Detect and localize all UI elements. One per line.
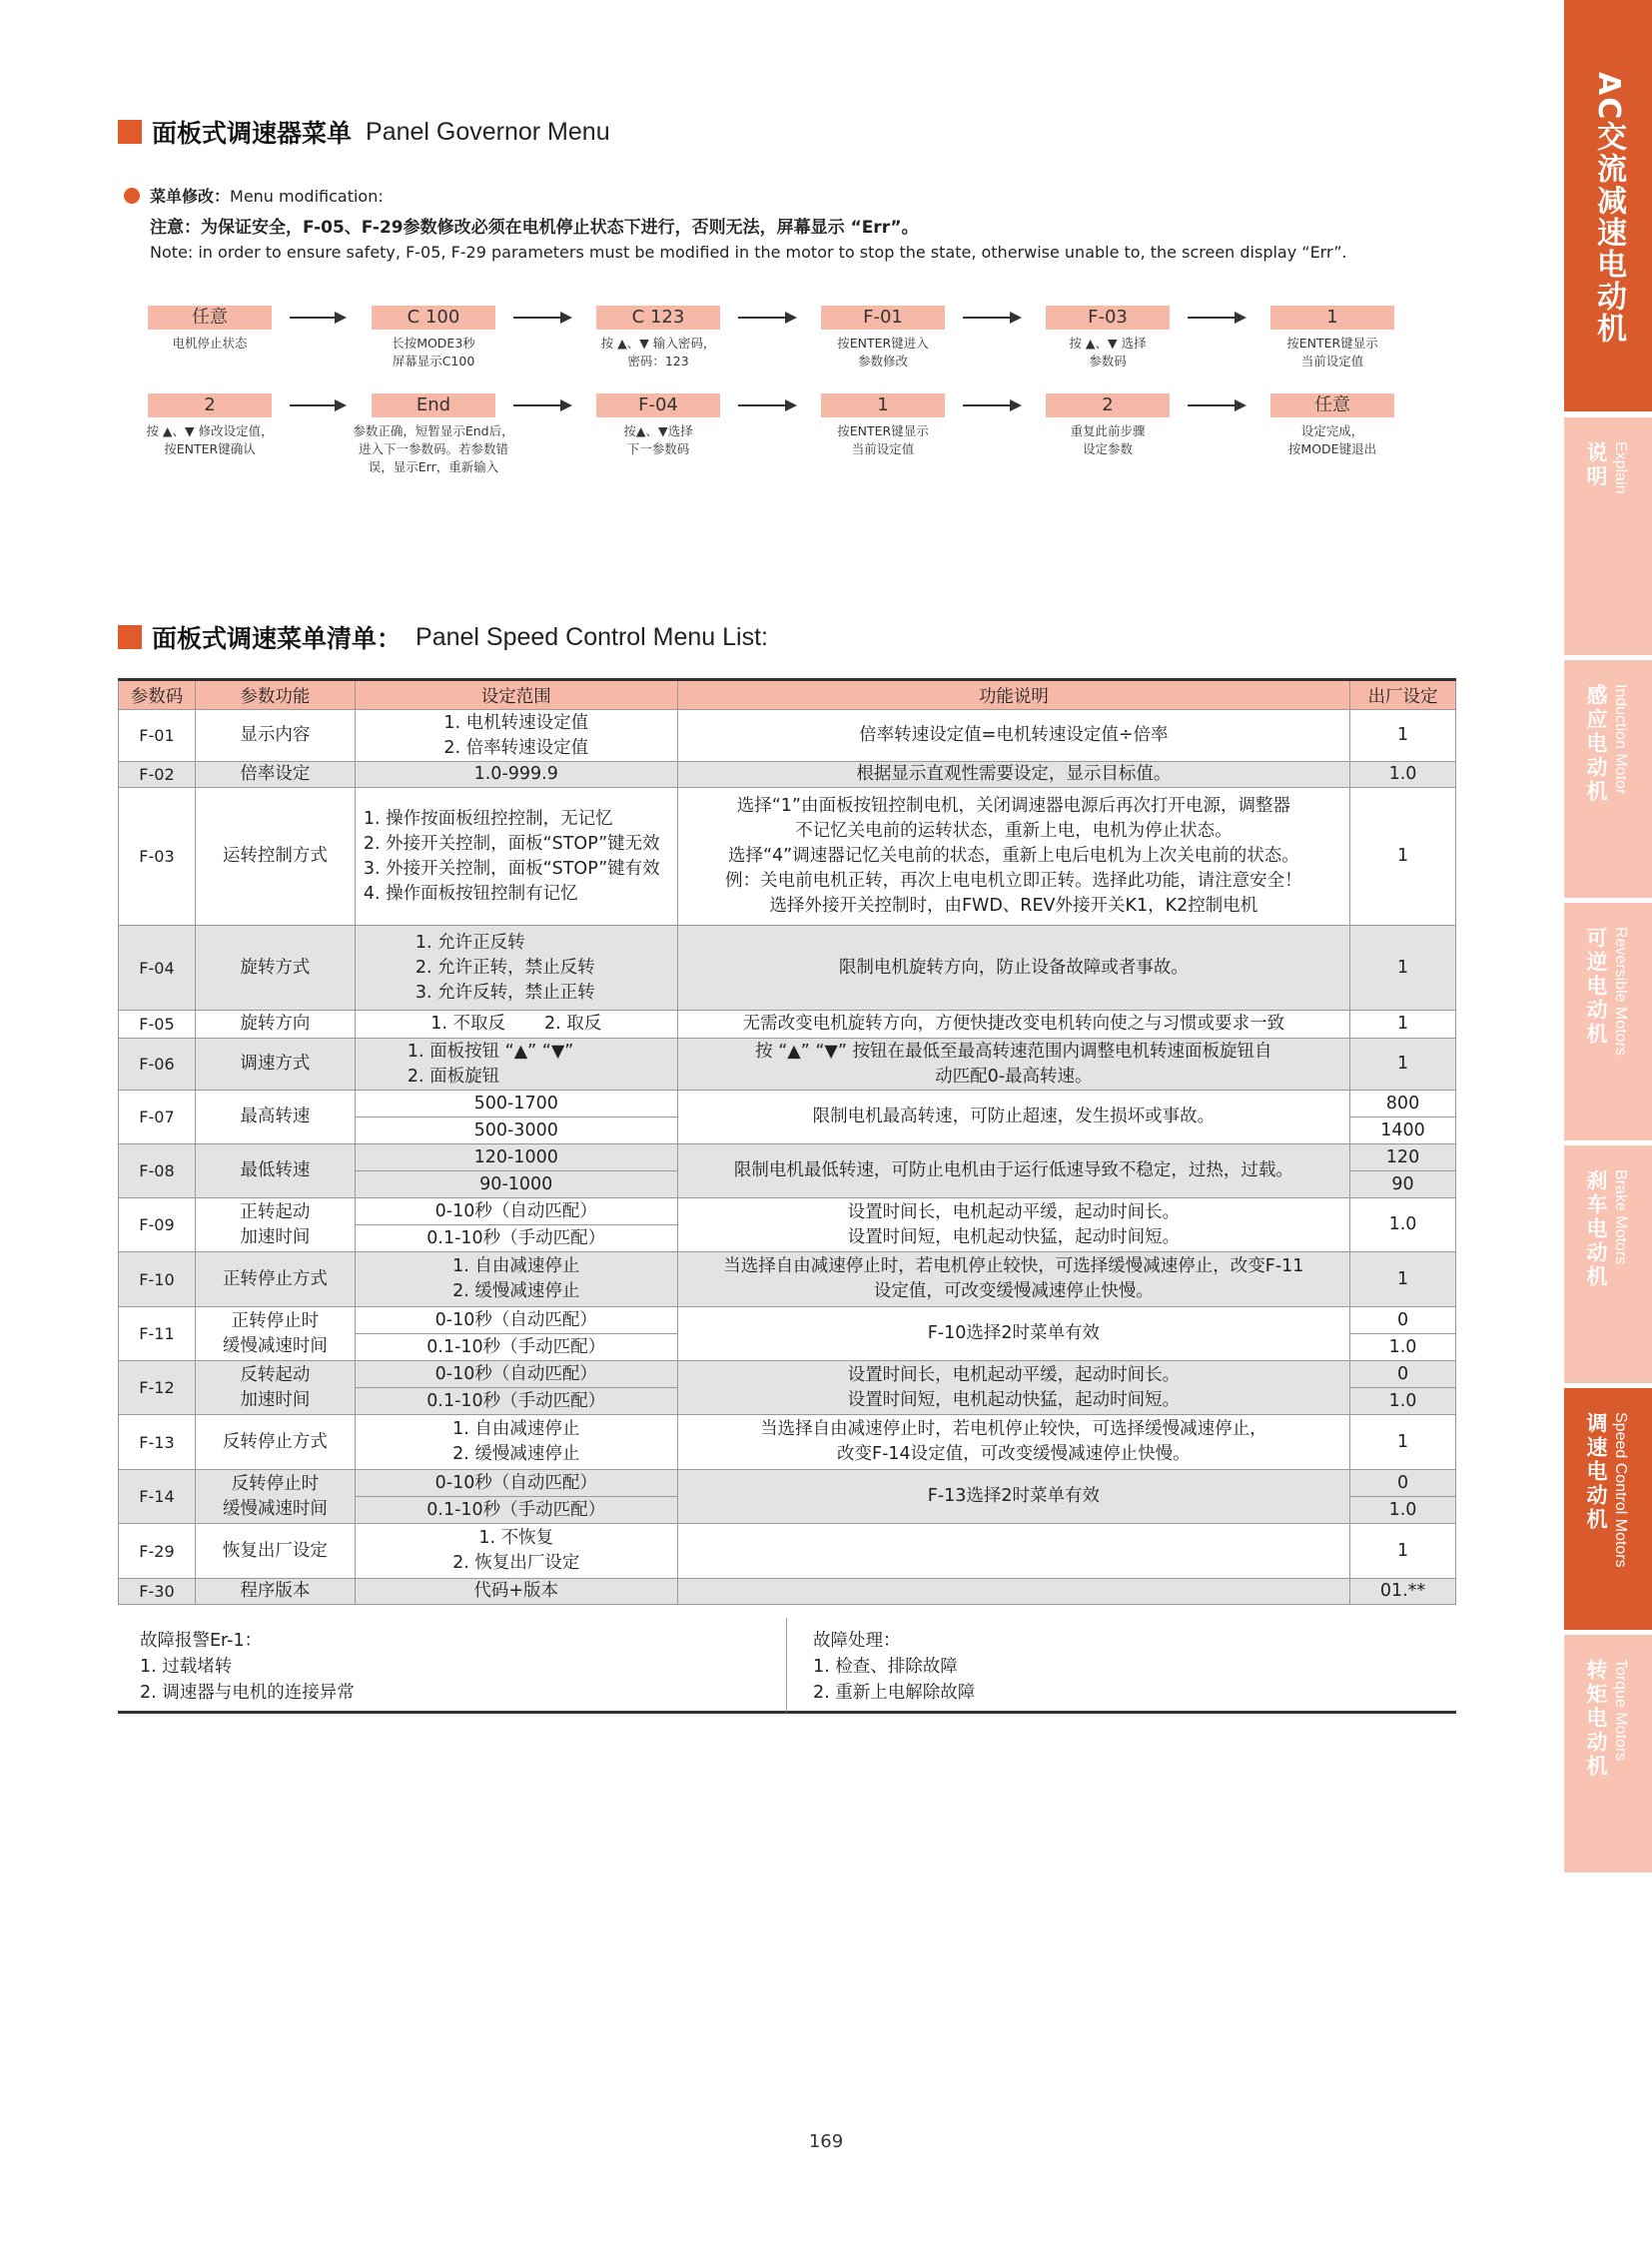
table-row: 0.1-10秒（手动匹配） 1.0 xyxy=(119,1334,1456,1361)
flow-arrow-icon xyxy=(513,404,570,406)
header-code: 参数码 xyxy=(119,680,196,710)
table-row: F-06 调速方式 1. 面板按钮 “▲” “▼” 2. 面板旋钮 按 “▲” “▼” 按钮在最低至最高转速范围内调整电机转速面板旋钮自 动匹配0-最高转速。 1 xyxy=(119,1039,1456,1091)
side-tab-main: AC交流减速电动机 xyxy=(1564,0,1652,411)
table-row: F-07 最高转速 500-1700 限制电机最高转速，可防止超速，发生损坏或事故。 800 xyxy=(119,1091,1456,1118)
section-marker-icon xyxy=(118,625,142,649)
speed-control-menu-table xyxy=(118,678,1456,1605)
flow-step-desc: 按ENTER键进入 参数修改 xyxy=(837,336,929,369)
flow-arrow-icon xyxy=(738,404,795,406)
fault-handling-title: 故障处理： xyxy=(813,1631,901,1651)
flow-arrow-icon xyxy=(290,317,345,319)
table-row: F-05 旋转方向 1. 不取反 2. 取反 无需改变电机旋转方向，方便快捷改变电机转向使之与习惯或要求一致 1 xyxy=(119,1011,1456,1039)
flow-step-box: End xyxy=(372,393,495,417)
header-description: 功能说明 xyxy=(677,680,1349,710)
flow-arrow-icon xyxy=(1188,317,1244,319)
flow-arrow-icon xyxy=(513,317,570,319)
page-number: 169 xyxy=(808,2131,844,2152)
flow-step-desc: 长按MODE3秒 屏幕显示C100 xyxy=(392,336,475,369)
flow-step-box: 1 xyxy=(821,393,945,417)
fault-handling-item: 1. 检查、排除故障 xyxy=(813,1657,958,1677)
fault-alarm-item: 1. 过载堵转 xyxy=(140,1657,233,1677)
fault-handling-box xyxy=(787,1618,1456,1714)
flow-step-box: F-03 xyxy=(1046,306,1170,330)
section-title-menu-list: 面板式调速菜单清单： Panel Speed Control Menu List: xyxy=(118,619,768,655)
bullet-icon xyxy=(124,188,140,204)
flow-arrow-icon xyxy=(963,317,1020,319)
header-default: 出厂设定 xyxy=(1350,680,1456,710)
table-row: 500-3000 1400 xyxy=(119,1118,1456,1144)
flow-step-box: 2 xyxy=(148,393,272,417)
flow-step-desc: 按 ▲、▼ 输入密码， 密码：123 xyxy=(600,336,716,369)
table-row: F-08 最低转速 120-1000 限制电机最低转速，可防止电机由于运行低速导致不稳定，过热，过载。 120 xyxy=(119,1144,1456,1171)
table-row: F-30 程序版本 代码+版本 01.** xyxy=(119,1579,1456,1605)
flow-step-box: 任意 xyxy=(1270,393,1394,417)
flow-step-desc: 重复此前步骤 设定参数 xyxy=(1070,423,1146,456)
table-row: F-13 反转停止方式 1. 自由减速停止 2. 缓慢减速停止 当选择自由减速停止时，若电机停止较快，可选择缓慢减速停止， 改变F-14设定值，可改变缓慢减速停止快慢。 1 xyxy=(119,1415,1456,1470)
side-tab-induction[interactable]: 感应电动机 Induction Motor xyxy=(1564,660,1652,898)
table-row: F-10 正转停止方式 1. 自由减速停止 2. 缓慢减速停止 当选择自由减速停止时，若电机停止较快，可选择缓慢减速停止，改变F-11 设定值，可改变缓慢减速停止快慢。 1 xyxy=(119,1252,1456,1307)
flow-step-desc: 按 ▲、▼ 修改设定值， 按ENTER键确认 xyxy=(146,423,274,456)
table-row: F-03 运转控制方式 1. 操作按面板纽控控制，无记忆 2. 外接开关控制，面板“STOP”键无效 3. 外接开关控制，面板“STOP”键有效 4. 操作面板按钮控制有记忆 选择“1”由面板按钮控制电机，关闭调速器电源后再次打开电源，调整器 不记忆关电前的运转状态，重新上电，电机为停止状态。 选择“4”调速器记忆关电前的状态，重新上电后电机为上次关电前的状态。 例：关电前电机正转，再次上电电机立即正转。选择此功能，请注意安全！ 选择外接开关控制时，由FWD、REV外接开关K1，K2控制电机 1 xyxy=(119,788,1456,926)
table-row: F-04 旋转方式 1. 允许正反转 2. 允许正转，禁止反转 3. 允许反转，禁止正转 限制电机旋转方向，防止设备故障或者事故。 1 xyxy=(119,926,1456,1011)
flow-step-box: C 123 xyxy=(596,306,720,330)
table-row: F-12 反转起动 加速时间 0-10秒（自动匹配） 设置时间长，电机起动平缓，起动时间长。 设置时间短，电机起动快猛，起动时间短。 0 xyxy=(119,1361,1456,1388)
fault-handling-item: 2. 重新上电解除故障 xyxy=(813,1683,976,1703)
flow-step-desc: 按ENTER键显示 当前设定值 xyxy=(1286,336,1378,369)
table-row: F-11 正转停止时 缓慢减速时间 0-10秒（自动匹配） F-10选择2时菜单有效 0 xyxy=(119,1307,1456,1334)
warning-zh: 注意：为保证安全，F-05、F-29参数修改必须在电机停止状态下进行，否则无法，屏幕显示 “Err”。 xyxy=(150,218,919,238)
flow-step-box: F-04 xyxy=(596,393,720,417)
side-tab-speed-control[interactable]: 调速电动机 Speed Control Motors xyxy=(1564,1388,1652,1630)
table-row: F-29 恢复出厂设定 1. 不恢复 2. 恢复出厂设定 1 xyxy=(119,1524,1456,1579)
section-marker-icon xyxy=(118,120,142,144)
table-row: F-02 倍率设定 1.0-999.9 根据显示直观性需要设定，显示目标值。 1.0 xyxy=(119,762,1456,788)
flow-step-desc: 设定完成， 按MODE键退出 xyxy=(1287,423,1377,456)
fault-alarm-box xyxy=(118,1618,787,1714)
fault-alarm-title: 故障报警Er-1： xyxy=(140,1631,263,1651)
flow-step-desc: 电机停止状态 xyxy=(172,336,248,351)
table-row: F-09 正转起动 加速时间 0-10秒（自动匹配） 设置时间长，电机起动平缓，起动时间长。 设置时间短，电机起动快猛，起动时间短。 1.0 xyxy=(119,1198,1456,1225)
flow-step-box: 1 xyxy=(1270,306,1394,330)
menu-modification-note: 菜单修改：Menu modification: xyxy=(124,183,384,211)
table-row: 0.1-10秒（手动匹配） 1.0 xyxy=(119,1388,1456,1415)
flow-step-desc: 参数正确，短暂显示End后， 进入下一参数码。若参数错 误，显示Err，重新输入 xyxy=(353,423,514,474)
section-title-governor-menu: 面板式调速器菜单 Panel Governor Menu xyxy=(118,114,610,150)
flow-arrow-icon xyxy=(290,404,345,406)
table-row: 90-1000 90 xyxy=(119,1171,1456,1198)
fault-alarm-item: 2. 调速器与电机的连接异常 xyxy=(140,1683,355,1703)
side-tab-torque[interactable]: 转矩电动机 Torque Motors xyxy=(1564,1635,1652,1872)
side-tab-reversible[interactable]: 可逆电动机 Reversible Motors xyxy=(1564,903,1652,1140)
flow-step-box: C 100 xyxy=(372,306,495,330)
flow-arrow-icon xyxy=(738,317,795,319)
flow-arrow-icon xyxy=(963,404,1020,406)
side-tab-brake[interactable]: 刹车电动机 Brake Motors xyxy=(1564,1145,1652,1383)
table-row: F-14 反转停止时 缓慢减速时间 0-10秒（自动匹配） F-13选择2时菜单有效 0 xyxy=(119,1470,1456,1497)
flow-step-box: 2 xyxy=(1046,393,1170,417)
flow-step-box: 任意 xyxy=(148,306,272,330)
side-tab-explain[interactable]: 说明 Explain xyxy=(1564,417,1652,655)
table-row: 0.1-10秒（手动匹配） xyxy=(119,1225,1456,1252)
header-range: 设定范围 xyxy=(355,680,677,710)
flow-step-desc: 按▲、▼选择 下一参数码 xyxy=(623,423,693,456)
warning-en: Note: in order to ensure safety, F-05, F-29 parameters must be modified in the motor to stop the state, otherwise unable to, the screen display “Err”. xyxy=(150,243,1347,262)
header-function: 参数功能 xyxy=(195,680,355,710)
flow-step-desc: 按ENTER键显示 当前设定值 xyxy=(837,423,929,456)
flow-arrow-icon xyxy=(1188,404,1244,406)
table-header-row xyxy=(119,680,1456,710)
table-row: F-01 显示内容 1. 电机转速设定值 2. 倍率转速设定值 倍率转速设定值=电机转速设定值÷倍率 1 xyxy=(119,710,1456,762)
table-row: 0.1-10秒（手动匹配） 1.0 xyxy=(119,1497,1456,1524)
flow-step-desc: 按 ▲、▼ 选择 参数码 xyxy=(1069,336,1147,369)
flow-step-box: F-01 xyxy=(821,306,945,330)
